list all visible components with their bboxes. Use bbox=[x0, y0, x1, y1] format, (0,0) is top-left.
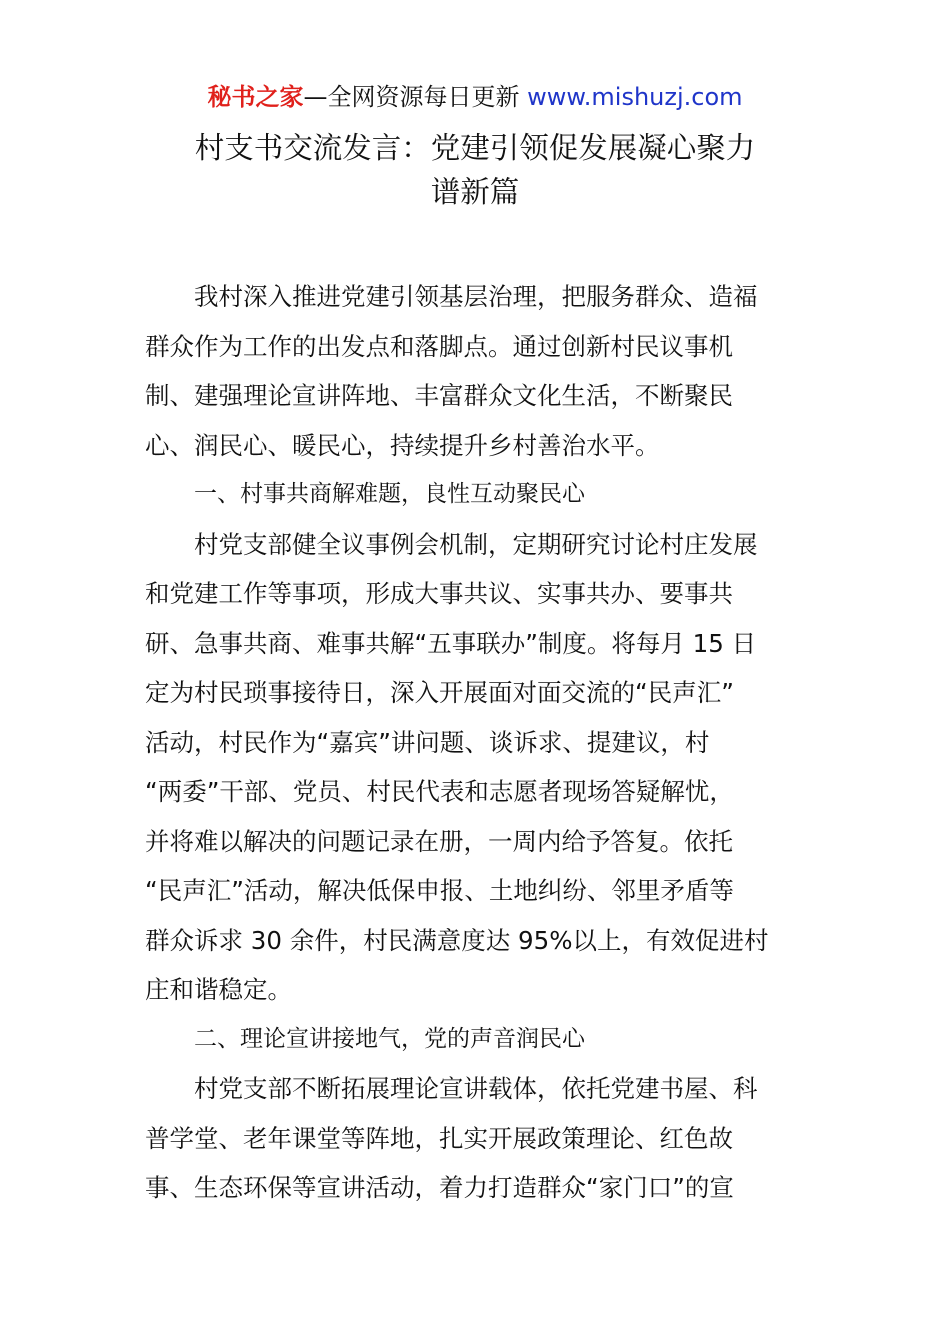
paragraph-line: 制、建强理论宣讲阵地、丰富群众文化生活，不断聚民 bbox=[145, 381, 733, 410]
paragraph-line: 活动，村民作为“嘉宾”讲问题、谈诉求、提建议，村 bbox=[145, 727, 710, 757]
section-heading-1: 一、村事共商解难题，良性互动聚民心 bbox=[194, 481, 585, 507]
paragraph-line: “民声汇”活动，解决低保申报、土地纠纷、邻里矛盾等 bbox=[145, 876, 734, 905]
paragraph-line: 庄和谐稳定。 bbox=[145, 975, 292, 1004]
site-header bbox=[0, 80, 950, 114]
paragraph-line: 研、急事共商、难事共解“五事联办”制度。将每月 15 日 bbox=[145, 628, 757, 658]
document-title bbox=[0, 126, 950, 214]
paragraph-line: 普学堂、老年课堂等阵地，扎实开展政策理论、红色故 bbox=[145, 1123, 733, 1153]
section-heading-2: 二、理论宣讲接地气，党的声音润民心 bbox=[194, 1025, 585, 1052]
title-line-1: 村支书交流发言：党建引领促发展凝心聚力 bbox=[194, 131, 756, 165]
brand-name: 秘书之家 bbox=[207, 83, 304, 111]
paragraph-line: 心、润民心、暖民心，持续提升乡村善治水平。 bbox=[145, 430, 660, 460]
header-tagline: —全网资源每日更新 bbox=[303, 83, 520, 111]
title-line-2: 谱新篇 bbox=[430, 175, 520, 209]
paragraph-line: 群众诉求 30 余件，村民满意度达 95%以上，有效促进村 bbox=[145, 925, 769, 955]
paragraph-line: 村党支部不断拓展理论宣讲载体，依托党建书屋、科 bbox=[194, 1074, 758, 1103]
document-body bbox=[145, 272, 810, 1213]
paragraph-line: 群众作为工作的出发点和落脚点。通过创新村民议事机 bbox=[145, 331, 733, 361]
paragraph-line: 我村深入推进党建引领基层治理，把服务群众、造福 bbox=[194, 282, 758, 311]
paragraph-line: 并将难以解决的问题记录在册，一周内给予答复。依托 bbox=[145, 826, 733, 856]
paragraph-line: 村党支部健全议事例会机制，定期研究讨论村庄发展 bbox=[194, 529, 758, 559]
paragraph-line: “两委”干部、党员、村民代表和志愿者现场答疑解忧， bbox=[145, 777, 734, 806]
paragraph-line: 定为村民琐事接待日，深入开展面对面交流的“民声汇” bbox=[145, 678, 734, 707]
site-url-link[interactable]: www.mishuzj.com bbox=[527, 83, 743, 111]
paragraph-line: 事、生态环保等宣讲活动，着力打造群众“家门口”的宣 bbox=[145, 1173, 734, 1202]
paragraph-line: 和党建工作等事项，形成大事共议、实事共办、要事共 bbox=[145, 579, 733, 608]
